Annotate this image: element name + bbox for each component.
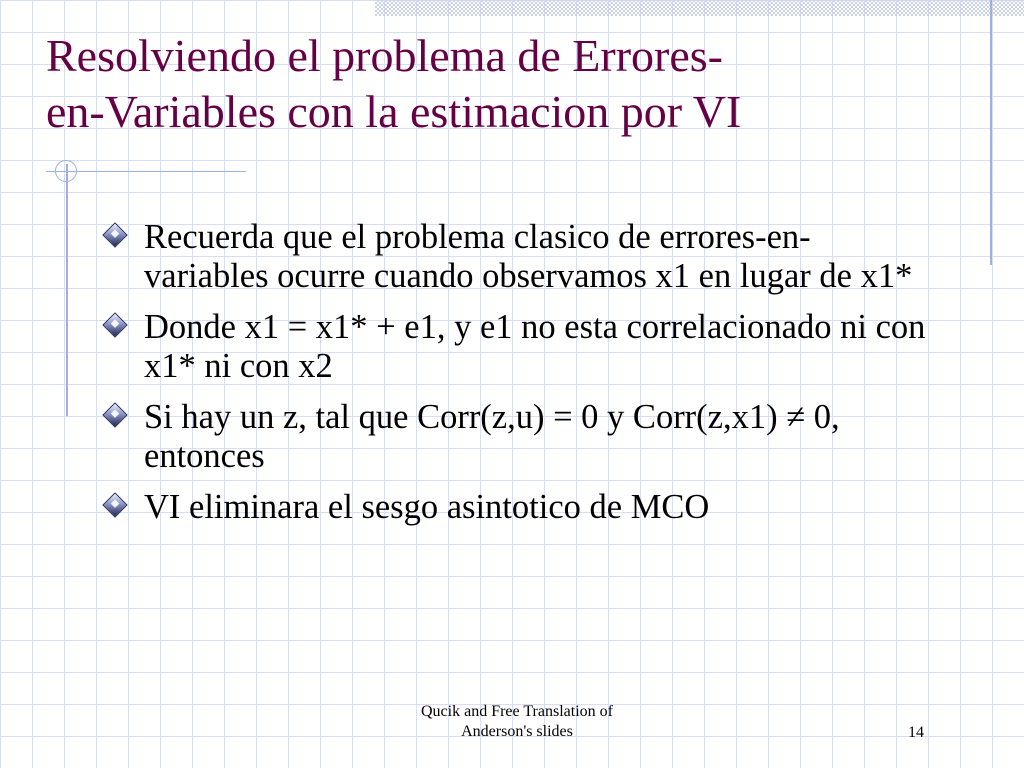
diamond-bullet-icon xyxy=(102,492,127,517)
bullet-list xyxy=(100,218,930,539)
bullet-text: Si hay un z, tal que Corr(z,u) = 0 y Corr(z,x1) ≠ 0, entonces xyxy=(144,397,840,475)
page-number: 14 xyxy=(908,724,924,741)
decorative-corner-pattern xyxy=(375,0,1024,16)
decorative-vertical-line-right xyxy=(990,0,992,265)
title-line-2: en-Variables con la estimacion por VI xyxy=(46,86,742,138)
bullet-item xyxy=(100,398,930,476)
footer-line-1: Qucik and Free Translation of xyxy=(421,703,613,720)
bullet-item xyxy=(100,308,930,386)
footer-text xyxy=(382,702,652,742)
diamond-bullet-icon xyxy=(102,402,127,427)
title-line-1: Resolviendo el problema de Errores- xyxy=(46,30,723,81)
diamond-bullet-icon xyxy=(102,222,127,247)
bullet-item xyxy=(100,218,930,296)
bullet-text: VI eliminara el sesgo asintotico de MCO xyxy=(144,487,710,526)
footer-line-2: Anderson's slides xyxy=(461,723,573,740)
bullet-text: Recuerda que el problema clasico de errores-en-variables ocurre cuando observamos x1 en lugar de x1* xyxy=(144,218,913,295)
decorative-circle-ornament xyxy=(55,160,77,182)
bullet-item xyxy=(100,488,930,527)
bullet-text: Donde x1 = x1* + e1, y e1 no esta correlacionado ni con x1* ni con x2 xyxy=(144,307,926,385)
decorative-vertical-line-left xyxy=(66,164,68,416)
slide-title xyxy=(46,28,946,140)
diamond-bullet-icon xyxy=(102,312,127,337)
